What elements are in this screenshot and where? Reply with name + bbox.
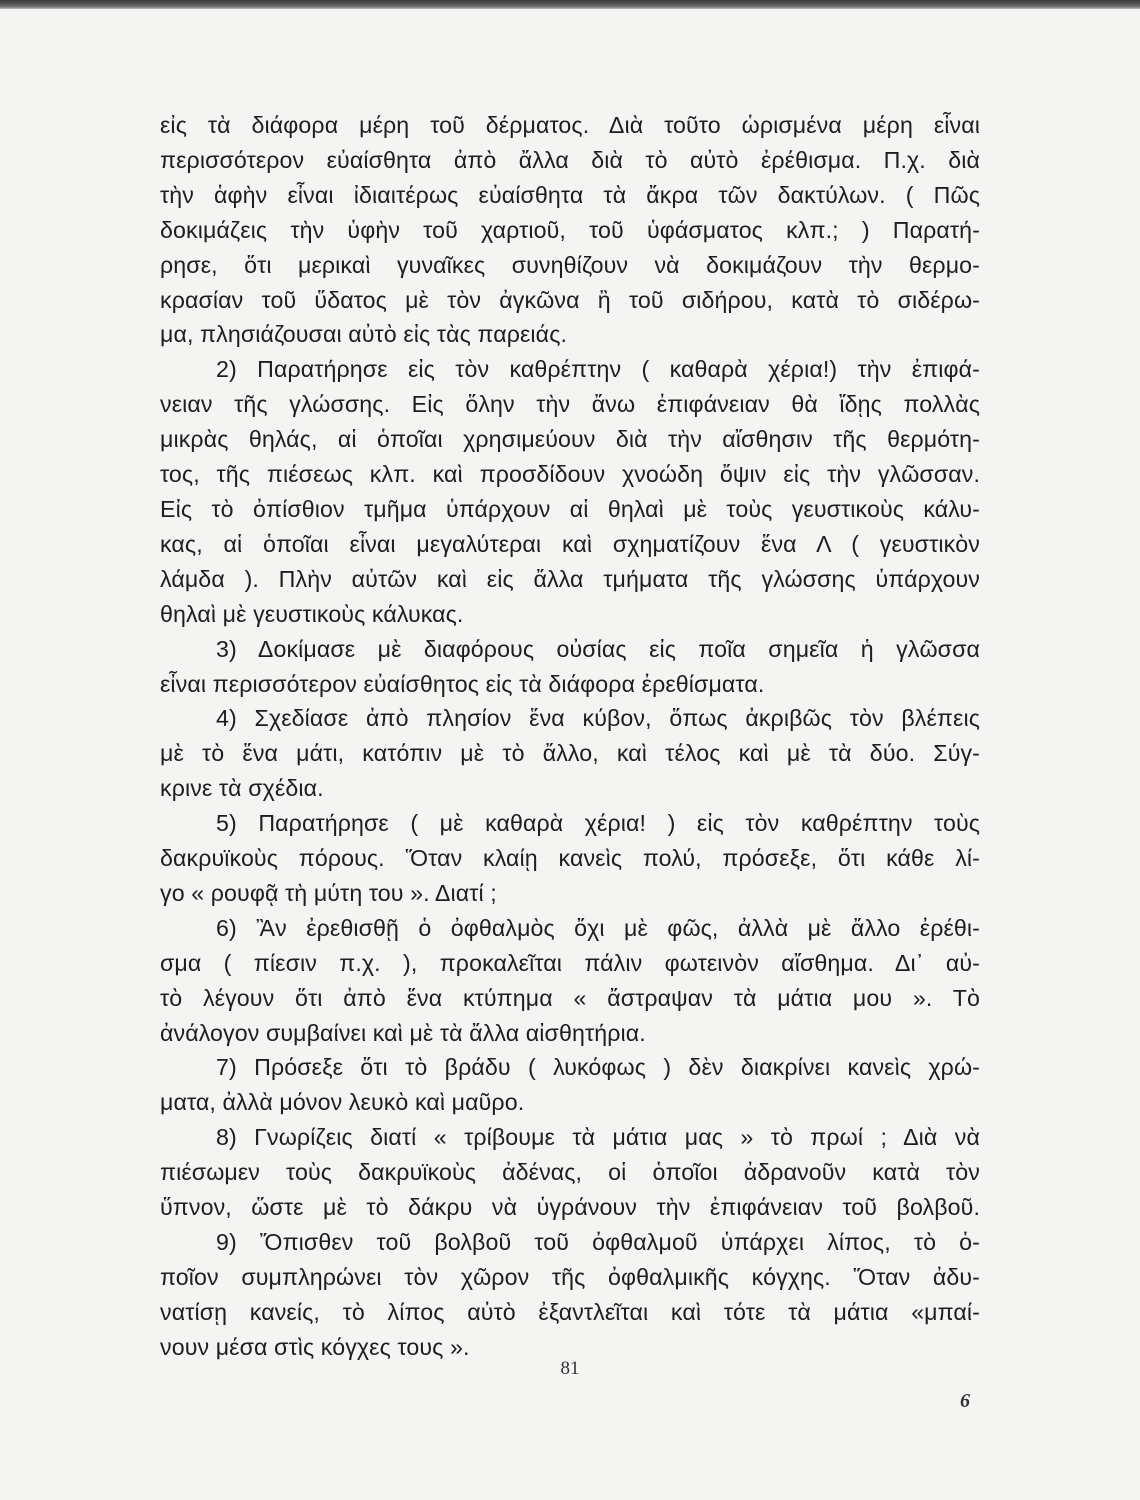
text-line: 2) Παρατήρησε εἰς τὸν καθρέπτην ( καθαρὰ χέρια!) τὴν ἐπιφά- bbox=[216, 356, 980, 383]
text-line: σμα ( πίεσιν π.χ. ), προκαλεῖται πάλιν φωτεινὸν αἴσθημα. Δι᾽ αὐ- bbox=[160, 949, 980, 976]
text-line: νατίσῃ κανείς, τὸ λίπος αὐτὸ ἐξαντλεῖται καὶ τότε τὰ μάτια «μπαί- bbox=[160, 1298, 980, 1325]
text-line: λάμδα ). Πλὴν αὐτῶν καὶ εἰς ἄλλα τμήματα τῆς γλώσσης ὑπάρχουν bbox=[160, 565, 980, 592]
text-line: ματα, ἀλλὰ μόνον λευκὸ καὶ μαῦρο. bbox=[160, 1089, 525, 1116]
text-line: κρασίαν τοῦ ὕδατος μὲ τὸν ἀγκῶνα ἢ τοῦ σιδήρου, κατὰ τὸ σιδέρω- bbox=[160, 286, 980, 313]
text-line: 8) Γνωρίζεις διατί « τρίβουμε τὰ μάτια μας » τὸ πρωί ; Διὰ νὰ bbox=[216, 1124, 980, 1151]
text-line: νειαν τῆς γλώσσης. Εἰς ὅλην τὴν ἄνω ἐπιφάνειαν θὰ ἴδῃς πολλὰς bbox=[160, 391, 980, 418]
signature-mark: 6 bbox=[960, 1390, 970, 1412]
paragraph-2 bbox=[160, 352, 980, 631]
text-line: δακρυϊκοὺς πόρους. Ὅταν κλαίῃ κανεὶς πολύ, πρόσεξε, ὅτι κάθε λί- bbox=[160, 845, 980, 872]
scan-top-edge bbox=[0, 0, 1140, 9]
paragraph-7 bbox=[160, 1050, 980, 1120]
text-line: εἶναι περισσότερον εὐαίσθητος εἰς τὰ διάφορα ἐρεθίσματα. bbox=[160, 670, 765, 697]
text-line: μικρὰς θηλάς, αἱ ὁποῖαι χρησιμεύουν διὰ τὴν αἴσθησιν τῆς θερμότη- bbox=[160, 426, 980, 453]
text-line: νουν μέσα στὶς κόγχες τους ». bbox=[160, 1333, 470, 1360]
paragraph-8 bbox=[160, 1120, 980, 1225]
text-line: γο « ρουφᾷ τὴ μύτη του ». Διατί ; bbox=[160, 879, 497, 906]
paragraph-4 bbox=[160, 701, 980, 806]
text-line: ὕπνον, ὥστε μὲ τὸ δάκρυ νὰ ὑγράνουν τὴν ἐπιφάνειαν τοῦ βολβοῦ. bbox=[160, 1194, 980, 1221]
text-line: 5) Παρατήρησε ( μὲ καθαρὰ χέρια! ) εἰς τὸν καθρέπτην τοὺς bbox=[216, 810, 980, 837]
paragraph-3 bbox=[160, 632, 980, 702]
text-line: 9) Ὄπισθεν τοῦ βολβοῦ τοῦ ὀφθαλμοῦ ὑπάρχει λίπος, τὸ ὁ- bbox=[216, 1229, 980, 1255]
text-line: μα, πλησιάζουσαι αὐτὸ εἰς τὰς παρειάς. bbox=[160, 321, 568, 348]
text-line: πιέσωμεν τοὺς δακρυϊκοὺς ἀδένας, οἱ ὁποῖοι ἀδρανοῦν κατὰ τὸν bbox=[160, 1159, 980, 1186]
text-line: μὲ τὸ ἕνα μάτι, κατόπιν μὲ τὸ ἄλλο, καὶ τέλος καὶ μὲ τὰ δύο. Σύγ- bbox=[160, 740, 980, 767]
text-line: δοκιμάζεις τὴν ὑφὴν τοῦ χαρτιοῦ, τοῦ ὑφάσματος κλπ.; ) Παρατή- bbox=[160, 216, 980, 243]
paragraph-6 bbox=[160, 911, 980, 1051]
text-line: τὴν ἁφὴν εἶναι ἰδιαιτέρως εὐαίσθητα τὰ ἄκρα τῶν δακτύλων. ( Πῶς bbox=[160, 181, 980, 208]
text-line: ἀνάλογον συμβαίνει καὶ μὲ τὰ ἄλλα αἰσθητήρια. bbox=[160, 1019, 646, 1046]
body-text bbox=[160, 108, 980, 1365]
paragraph-5 bbox=[160, 806, 980, 911]
text-line: ποῖον συμπληρώνει τὸν χῶρον τῆς ὀφθαλμικῆς κόγχης. Ὅταν ἀδυ- bbox=[160, 1263, 980, 1290]
text-line: κρινε τὰ σχέδια. bbox=[160, 775, 324, 802]
text-line: 6) Ἂν ἐρεθισθῇ ὁ ὀφθαλμὸς ὄχι μὲ φῶς, ἀλλὰ μὲ ἄλλο ἐρέθι- bbox=[216, 914, 980, 941]
paragraph-1 bbox=[160, 108, 980, 352]
text-line: θηλαὶ μὲ γευστικοὺς κάλυκας. bbox=[160, 600, 464, 627]
text-line: Εἰς τὸ ὀπίσθιον τμῆμα ὑπάρχουν αἱ θηλαὶ μὲ τοὺς γευστικοὺς κάλυ- bbox=[160, 495, 980, 522]
text-line: τος, τῆς πιέσεως κλπ. καὶ προσδίδουν χνοώδη ὄψιν εἰς τὴν γλῶσσαν. bbox=[160, 461, 980, 488]
page-number: 81 bbox=[560, 1358, 580, 1379]
text-line: εἰς τὰ διάφορα μέρη τοῦ δέρματος. Διὰ τοῦτο ὡρισμένα μέρη εἶναι bbox=[160, 112, 980, 138]
text-line: ρησε, ὅτι μερικαὶ γυναῖκες συνηθίζουν νὰ δοκιμάζουν τὴν θερμο- bbox=[160, 251, 980, 278]
text-line: περισσότερον εὐαίσθητα ἀπὸ ἄλλα διὰ τὸ αὐτὸ ἐρέθισμα. Π.χ. διὰ bbox=[160, 146, 980, 173]
text-line: τὸ λέγουν ὅτι ἀπὸ ἕνα κτύπημα « ἄστραψαν τὰ μάτια μου ». Τὸ bbox=[160, 984, 980, 1011]
text-line: κας, αἱ ὁποῖαι εἶναι μεγαλύτεραι καὶ σχηματίζουν ἕνα Λ ( γευστικὸν bbox=[160, 530, 980, 557]
text-line: 3) Δοκίμασε μὲ διαφόρους οὐσίας εἰς ποῖα σημεῖα ἡ γλῶσσα bbox=[216, 635, 980, 662]
text-line: 7) Πρόσεξε ὅτι τὸ βράδυ ( λυκόφως ) δὲν διακρίνει κανεὶς χρώ- bbox=[216, 1054, 980, 1081]
paragraph-9 bbox=[160, 1225, 980, 1365]
text-line: 4) Σχεδίασε ἀπὸ πλησίον ἕνα κύβον, ὅπως ἀκριβῶς τὸν βλέπεις bbox=[216, 705, 980, 732]
